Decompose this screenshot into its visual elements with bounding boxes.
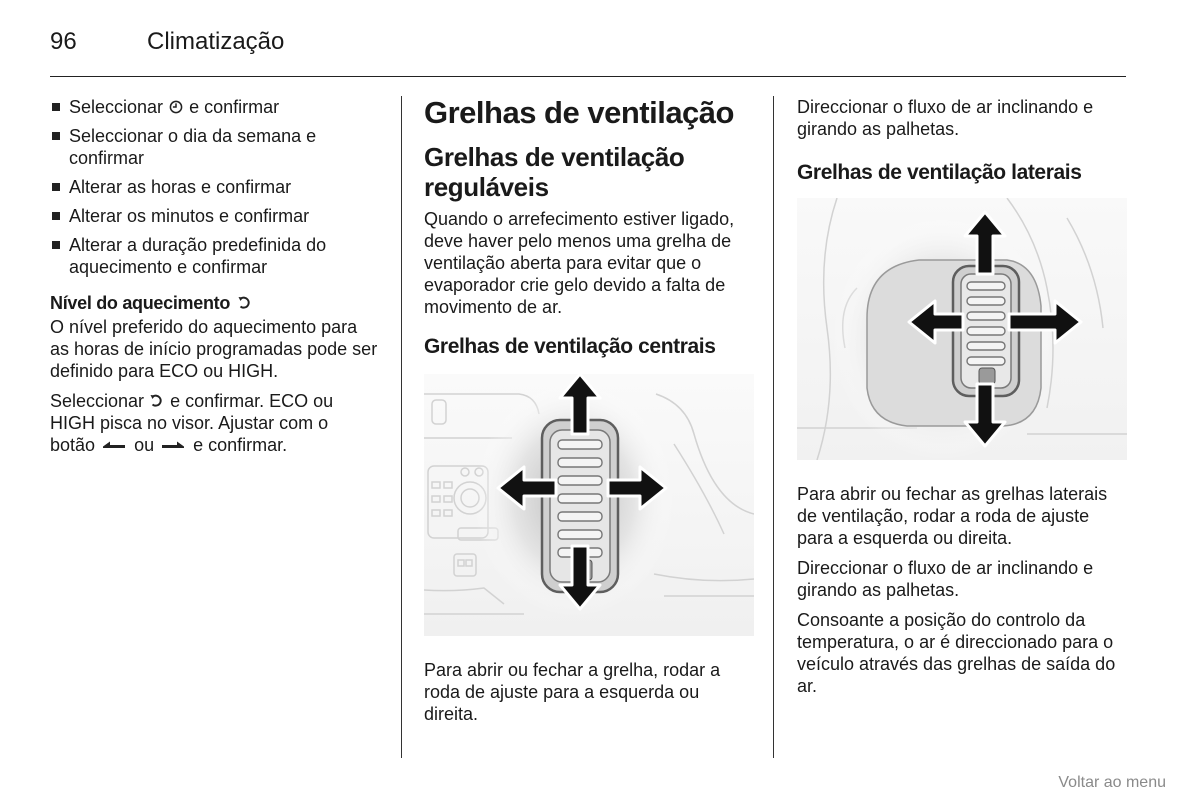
side-vents-text-1: Para abrir ou fechar as grelhas laterais de ventilação, rodar a roda de ajuste para a esquerda ou direita. [797,484,1108,548]
heating-level-heading: Nível do aquecimento [50,292,378,314]
side-vents-text-3: Consoante a posição do controlo da temperatura, o ar é direccionado para o veículo através das grelhas de saída do ar. [797,610,1116,696]
back-to-menu-link[interactable]: Voltar ao menu [1058,774,1166,791]
central-vents-heading: Grelhas de ventilação centrais [424,335,716,358]
column-middle [424,96,754,725]
column-right [797,96,1129,697]
page-number: 96 [50,28,77,55]
side-vents-heading: Grelhas de ventilação laterais [797,161,1082,184]
column-divider [401,96,402,758]
side-vent-illustration [797,198,1129,465]
central-vents-text: Para abrir ou fechar a grelha, rodar a roda de ajuste para a esquerda ou direita. [424,660,721,724]
list-item: Alterar as horas e confirmar [50,176,378,198]
heating-level-text: O nível preferido do aquecimento para as horas de início programadas pode ser definido para ECO ou HIGH. [50,317,378,381]
central-vent-illustration [424,374,754,641]
adjustable-vents-heading: Grelhas de ventilação reguláveis [424,142,685,202]
direct-airflow-text: Direccionar o fluxo de ar inclinando e girando as palhetas. [797,97,1094,139]
page-header [50,24,1126,77]
list-item: Seleccionar e confirmar [50,96,378,118]
list-item: Seleccionar o dia da semana e confirmar [50,125,378,169]
page-heading: Grelhas de ventilação [424,95,734,130]
section-title: Climatização [147,28,285,55]
heating-level-icon [150,393,164,408]
left-arrow-button-icon [102,440,126,450]
column-left [50,96,378,456]
intro-text: Quando o arrefecimento estiver ligado, deve haver pelo menos uma grelha de ventilação aberta para evitar que o evaporador crie gelo devido a falta de movimento de ar. [424,209,735,317]
right-arrow-button-icon [161,440,185,450]
side-vents-text-2: Direccionar o fluxo de ar inclinando e girando as palhetas. [797,558,1094,600]
steps-list [50,96,378,278]
list-item: Alterar a duração predefinida do aquecimento e confirmar [50,234,378,278]
clock-icon [169,100,183,114]
column-divider [773,96,774,758]
heating-level-icon [238,295,252,310]
heating-select-text: Seleccionar e confirmar. ECO ou HIGH pisca no visor. Ajustar com o botão ou e confirmar. [50,391,334,455]
list-item: Alterar os minutos e confirmar [50,205,378,227]
